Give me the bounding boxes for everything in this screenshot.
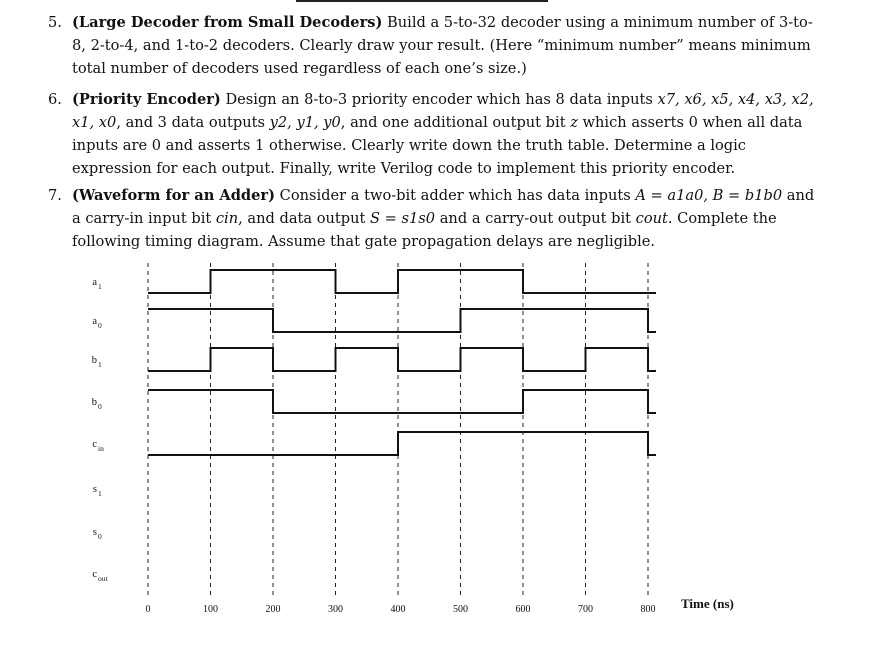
signal-subscript: in bbox=[98, 444, 104, 453]
signal-label: c bbox=[92, 569, 97, 580]
x-tick-label: 700 bbox=[578, 604, 593, 615]
math-cout: cout bbox=[635, 210, 668, 227]
problem-text: , and 3 data outputs bbox=[116, 114, 270, 131]
signal-waveform bbox=[148, 432, 656, 455]
x-tick-label: 300 bbox=[328, 604, 343, 615]
problem-text: , and data output bbox=[238, 210, 371, 227]
problem-number: 5. bbox=[48, 14, 62, 31]
signal-subscript: 0 bbox=[98, 532, 102, 541]
problem-title: (Large Decoder from Small Decoders) bbox=[72, 14, 383, 31]
problem-title: (Waveform for an Adder) bbox=[72, 187, 276, 204]
math-inputs: x7, x6, x5, x4, x3, x2, x1, x0 bbox=[72, 91, 814, 131]
signal-waveform bbox=[148, 390, 656, 413]
signal-label: c bbox=[92, 439, 97, 450]
signal-waveform bbox=[148, 309, 656, 332]
x-axis-label: Time (ns) bbox=[681, 596, 734, 611]
problem-text: Consider a two-bit adder which has data inputs bbox=[279, 187, 636, 204]
signal-waveform bbox=[148, 348, 656, 371]
signal-subscript: 1 bbox=[98, 360, 102, 369]
math-z: z bbox=[570, 114, 578, 131]
math-cin: cin bbox=[215, 210, 239, 227]
x-tick-label: 100 bbox=[203, 604, 218, 615]
problem-text: and a carry-out output bit bbox=[435, 210, 636, 227]
problem-text: Build a 5-to-32 decoder using a minimum number of 3-to-8, 2-to-4, and 1-to-2 decoders. Clearly draw your result. (Here “minimum number” means minimum total number of decoders used regardless of each one’s size.) bbox=[72, 14, 813, 77]
signal-subscript: out bbox=[98, 574, 108, 583]
signal-subscript: 0 bbox=[98, 321, 102, 330]
signal-label: a bbox=[92, 277, 97, 288]
math-ab: A = a1a0, B = b1b0 bbox=[635, 187, 783, 204]
x-tick-label: 600 bbox=[515, 604, 531, 615]
signal-subscript: 0 bbox=[98, 402, 102, 411]
signal-label: b bbox=[91, 397, 97, 408]
problem-text: . Complete the following timing diagram. Assume that gate propagation delays are negligible. bbox=[72, 210, 777, 250]
problem-text: , and one additional output bit bbox=[340, 114, 571, 131]
signal-label: b bbox=[91, 355, 97, 366]
signal-subscript: 1 bbox=[98, 282, 102, 291]
signal-label: s bbox=[92, 484, 97, 495]
signal-subscript: 1 bbox=[98, 489, 102, 498]
math-s: S = s1s0 bbox=[370, 210, 436, 227]
x-tick-label: 200 bbox=[265, 604, 281, 615]
problem-text: Design an 8-to-3 priority encoder which has 8 data inputs bbox=[225, 91, 658, 108]
signal-waveform bbox=[148, 270, 656, 293]
problem-title: (Priority Encoder) bbox=[72, 91, 221, 108]
signal-label: a bbox=[92, 316, 97, 327]
problem-text: which asserts 0 when all data inputs are 0 and asserts 1 otherwise. Clearly write down the truth table. Determine a logic expression for each output. Finally, write Verilog code to implement this priority encoder. bbox=[72, 114, 803, 177]
x-tick-label: 500 bbox=[453, 604, 468, 615]
x-tick-label: 400 bbox=[390, 604, 406, 615]
x-tick-label: 0 bbox=[145, 604, 151, 615]
problem-number: 7. bbox=[48, 187, 62, 204]
problem-number: 6. bbox=[48, 91, 62, 108]
signal-label: s bbox=[92, 527, 97, 538]
problem-text: and a carry-in input bit bbox=[72, 187, 815, 227]
math-outputs: y2, y1, y0 bbox=[269, 114, 341, 131]
x-tick-label: 800 bbox=[640, 604, 656, 615]
